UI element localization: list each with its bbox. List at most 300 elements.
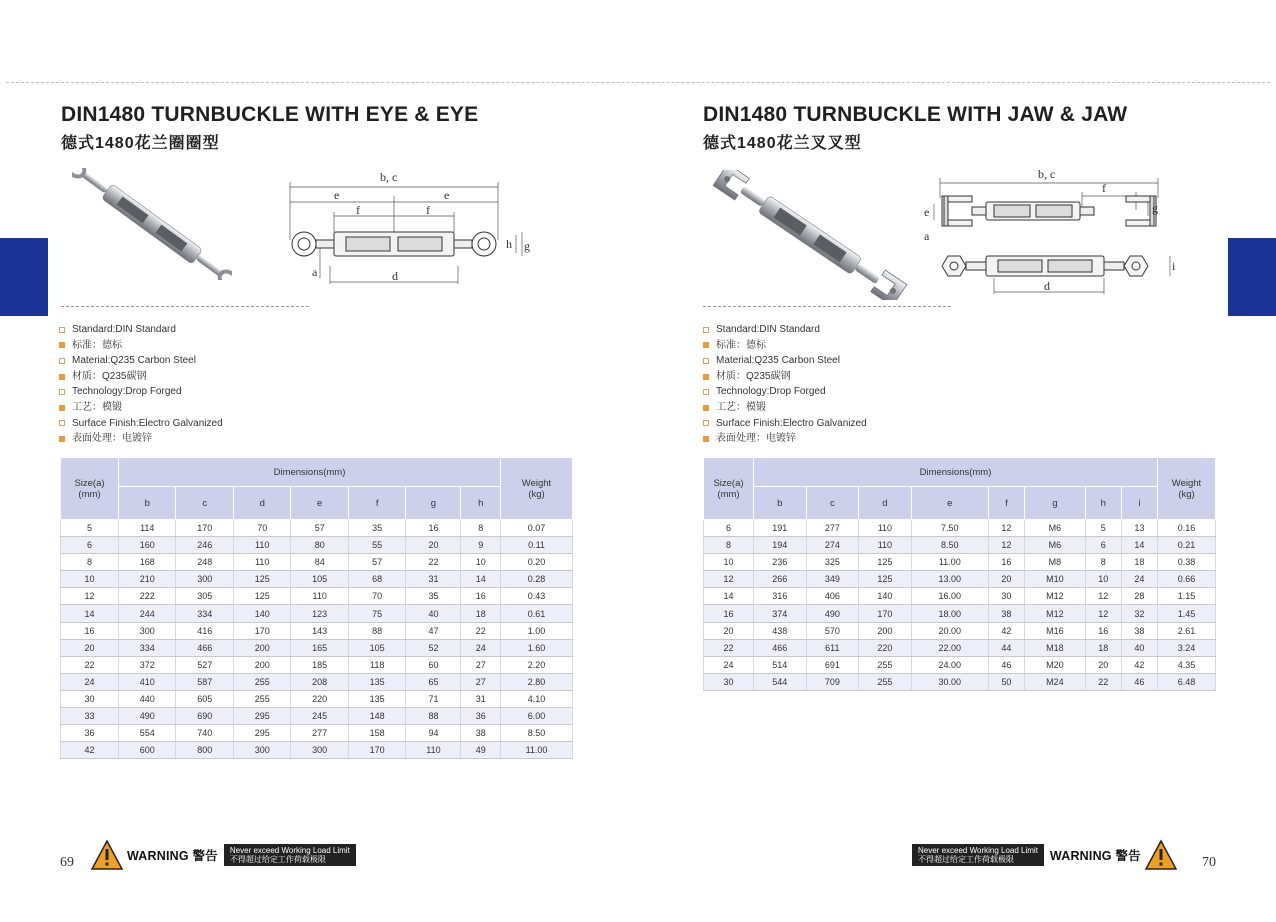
table-cell: 118 (348, 656, 405, 673)
table-cell: 38 (1121, 622, 1157, 639)
sub-header-d: d (233, 487, 290, 520)
spec-item: 材质：Q235碳钢 (59, 369, 223, 385)
table-cell: 244 (119, 605, 176, 622)
table-cell: 13 (1121, 520, 1157, 537)
table-cell: 325 (806, 554, 859, 571)
table-cell: 170 (859, 605, 912, 622)
table-cell: 14 (61, 605, 119, 622)
table-cell: 0.28 (501, 571, 573, 588)
label-e-left: e (334, 188, 340, 202)
table-row (61, 673, 573, 690)
table-cell: 65 (406, 673, 461, 690)
table-cell: 84 (291, 554, 348, 571)
table-cell: 0.43 (501, 588, 573, 605)
table-cell: 168 (119, 554, 176, 571)
weight-header: Weight (kg) (1158, 458, 1216, 520)
table-cell: 208 (291, 673, 348, 690)
bullet-icon (703, 327, 709, 333)
table-cell: 200 (233, 656, 290, 673)
table-row (704, 656, 1216, 673)
spec-item: 材质：Q235碳钢 (703, 369, 867, 385)
table-cell: 740 (176, 725, 233, 742)
warning-triangle-icon (1144, 839, 1178, 871)
label-i: i (1172, 259, 1176, 273)
table-cell: 42 (1121, 656, 1157, 673)
table-cell: 24 (1121, 571, 1157, 588)
table-cell: 5 (1085, 520, 1121, 537)
table-cell: 18.00 (911, 605, 988, 622)
spec-item: Surface Finish:Electro Galvanized (703, 416, 867, 432)
spec-item: 工艺：模锻 (703, 400, 867, 416)
table-cell: 158 (348, 725, 405, 742)
page-title: DIN1480 TURNBUCKLE WITH EYE & EYE (61, 103, 479, 126)
table-cell: 22 (1085, 673, 1121, 690)
warning-triangle-icon (90, 839, 124, 871)
label-f: f (1102, 181, 1106, 195)
spec-item: Material:Q235 Carbon Steel (59, 353, 223, 369)
table-cell: M24 (1024, 673, 1085, 690)
table-cell: 570 (806, 622, 859, 639)
table-cell: 110 (859, 537, 912, 554)
table-cell: 0.66 (1158, 571, 1216, 588)
table-row (704, 588, 1216, 605)
table-cell: 13.00 (911, 571, 988, 588)
table-cell: 6 (1085, 537, 1121, 554)
table-cell: 295 (233, 725, 290, 742)
table-row (61, 656, 573, 673)
table-cell: 10 (1085, 571, 1121, 588)
table-cell: 24 (704, 656, 754, 673)
table-cell: 8.50 (501, 725, 573, 742)
table-cell: 255 (233, 690, 290, 707)
table-cell: 246 (176, 537, 233, 554)
table-cell: 35 (406, 588, 461, 605)
table-cell: 105 (291, 571, 348, 588)
table-cell: M16 (1024, 622, 1085, 639)
table-cell: 94 (406, 725, 461, 742)
table-cell: 9 (461, 537, 501, 554)
bullet-icon (703, 389, 709, 395)
table-cell: 16 (406, 520, 461, 537)
sub-header-d: d (859, 487, 912, 520)
dimension-table (703, 457, 1216, 691)
dimension-table (60, 457, 573, 759)
spec-item: 标准：德标 (703, 338, 867, 354)
table-cell: 10 (461, 554, 501, 571)
sub-header-i: i (1121, 487, 1157, 520)
sub-header-row (704, 487, 1216, 520)
table-cell: 49 (461, 742, 501, 759)
warning-banner (90, 837, 356, 873)
table-cell: 12 (61, 588, 119, 605)
table-cell: 35 (348, 520, 405, 537)
page-title-cn: 德式1480花兰圈圈型 (61, 135, 220, 152)
table-cell: 2.61 (1158, 622, 1216, 639)
table-cell: 0.61 (501, 605, 573, 622)
table-cell: 22.00 (911, 639, 988, 656)
label-d: d (1044, 279, 1050, 293)
table-cell: 194 (754, 537, 807, 554)
table-cell: 440 (119, 690, 176, 707)
table-cell: 6.48 (1158, 673, 1216, 690)
table-cell: 191 (754, 520, 807, 537)
table-cell: 406 (806, 588, 859, 605)
table-cell: 75 (348, 605, 405, 622)
table-cell: 10 (61, 571, 119, 588)
table-cell: 24 (461, 639, 501, 656)
sub-header-c: c (806, 487, 859, 520)
table-cell: 22 (61, 656, 119, 673)
table-cell: 125 (859, 571, 912, 588)
weight-header: Weight (kg) (501, 458, 573, 520)
table-row (704, 622, 1216, 639)
table-cell: 277 (291, 725, 348, 742)
table-cell: 2.20 (501, 656, 573, 673)
table-cell: 4.35 (1158, 656, 1216, 673)
table-cell: 165 (291, 639, 348, 656)
table-cell: M6 (1024, 520, 1085, 537)
table-cell: 12 (1085, 588, 1121, 605)
table-cell: 0.16 (1158, 520, 1216, 537)
bullet-icon (703, 342, 709, 348)
table-cell: 18 (1085, 639, 1121, 656)
table-cell: 70 (348, 588, 405, 605)
sub-header-row (61, 487, 573, 520)
table-cell: M12 (1024, 588, 1085, 605)
table-cell: 38 (461, 725, 501, 742)
spec-list (59, 322, 223, 447)
table-cell: 22 (406, 554, 461, 571)
table-cell: 27 (461, 673, 501, 690)
label-bc: b, c (380, 170, 398, 184)
table-cell: 3.24 (1158, 639, 1216, 656)
table-cell: 8 (1085, 554, 1121, 571)
table-row (61, 588, 573, 605)
table-cell: 44 (988, 639, 1024, 656)
table-cell: 140 (859, 588, 912, 605)
spec-item: Standard:DIN Standard (59, 322, 223, 338)
table-cell: 611 (806, 639, 859, 656)
table-cell: 6.00 (501, 708, 573, 725)
table-cell: 125 (233, 571, 290, 588)
table-row (61, 520, 573, 537)
table-cell: 31 (406, 571, 461, 588)
table-cell: 36 (61, 725, 119, 742)
table-cell: 274 (806, 537, 859, 554)
table-cell: 0.20 (501, 554, 573, 571)
bullet-icon (703, 420, 709, 426)
warning-text-box (224, 844, 356, 866)
label-d: d (392, 269, 398, 283)
bullet-icon (59, 327, 65, 333)
sub-header-e: e (911, 487, 988, 520)
table-cell: 11.00 (911, 554, 988, 571)
table-cell: 20.00 (911, 622, 988, 639)
table-cell: 125 (233, 588, 290, 605)
table-cell: 55 (348, 537, 405, 554)
table-cell: 46 (1121, 673, 1157, 690)
table-cell: 410 (119, 673, 176, 690)
table-cell: 1.60 (501, 639, 573, 656)
table-cell: 14 (461, 571, 501, 588)
table-cell: 22 (704, 639, 754, 656)
turnbuckle-jaw-jaw-photo (710, 170, 910, 300)
table-cell: 123 (291, 605, 348, 622)
table-cell: 316 (754, 588, 807, 605)
table-cell: 374 (754, 605, 807, 622)
page-title: DIN1480 TURNBUCKLE WITH JAW & JAW (703, 103, 1128, 126)
table-cell: 255 (859, 656, 912, 673)
table-cell: 416 (176, 622, 233, 639)
sub-header-h: h (461, 487, 501, 520)
spec-list (703, 322, 867, 447)
table-cell: M12 (1024, 605, 1085, 622)
table-cell: 5 (61, 520, 119, 537)
table-cell: 709 (806, 673, 859, 690)
bullet-icon (59, 420, 65, 426)
table-row (61, 537, 573, 554)
table-cell: M8 (1024, 554, 1085, 571)
table-row (61, 725, 573, 742)
table-cell: 18 (1121, 554, 1157, 571)
table-cell: 12 (988, 537, 1024, 554)
table-cell: 349 (806, 571, 859, 588)
table-cell: 125 (859, 554, 912, 571)
bullet-icon (59, 436, 65, 442)
table-cell: 80 (291, 537, 348, 554)
table-cell: 200 (233, 639, 290, 656)
table-cell: 36 (461, 708, 501, 725)
table-row (704, 673, 1216, 690)
table-cell: 20 (988, 571, 1024, 588)
table-cell: 88 (348, 622, 405, 639)
section-divider (703, 306, 951, 307)
eye-eye-dimension-drawing (284, 170, 534, 285)
warning-label: WARNING 警告 (1049, 849, 1141, 863)
table-cell: 587 (176, 673, 233, 690)
table-cell: 52 (406, 639, 461, 656)
table-cell: 20 (1085, 656, 1121, 673)
table-cell: 8.50 (911, 537, 988, 554)
table-cell: 236 (754, 554, 807, 571)
label-a: a (312, 265, 318, 279)
table-cell: 30.00 (911, 673, 988, 690)
table-cell: 88 (406, 708, 461, 725)
table-cell: 148 (348, 708, 405, 725)
table-cell: 24 (61, 673, 119, 690)
warning-label: WARNING 警告 (127, 849, 218, 863)
table-row (61, 605, 573, 622)
table-cell: 255 (233, 673, 290, 690)
table-row (704, 520, 1216, 537)
table-cell: 16 (461, 588, 501, 605)
table-cell: 24.00 (911, 656, 988, 673)
table-cell: 334 (176, 605, 233, 622)
table-cell: 11.00 (501, 742, 573, 759)
table-cell: 8 (461, 520, 501, 537)
table-cell: 46 (988, 656, 1024, 673)
table-cell: 544 (754, 673, 807, 690)
warning-text-box (912, 844, 1044, 866)
table-cell: 12 (988, 520, 1024, 537)
table-cell: 800 (176, 742, 233, 759)
table-row (704, 537, 1216, 554)
label-a: a (924, 229, 930, 243)
table-cell: 105 (348, 639, 405, 656)
table-cell: 248 (176, 554, 233, 571)
sub-header-g: g (406, 487, 461, 520)
warning-text-cn: 不得超过给定工作荷载极限 (229, 855, 326, 864)
section-divider (61, 306, 309, 307)
label-e-right: e (444, 188, 450, 202)
dimensions-header: Dimensions(mm) (754, 458, 1158, 487)
table-row (704, 554, 1216, 571)
table-cell: 38 (988, 605, 1024, 622)
table-cell: 300 (291, 742, 348, 759)
table-row (61, 742, 573, 759)
spec-item: Technology:Drop Forged (703, 384, 867, 400)
table-cell: 255 (859, 673, 912, 690)
table-cell: 554 (119, 725, 176, 742)
table-cell: 170 (233, 622, 290, 639)
table-cell: 30 (704, 673, 754, 690)
turnbuckle-eye-eye-photo (72, 168, 232, 280)
page-number: 70 (1202, 855, 1216, 870)
table-cell: 295 (233, 708, 290, 725)
table-cell: 135 (348, 690, 405, 707)
table-cell: 7.50 (911, 520, 988, 537)
warning-text-en: Never exceed Working Load Limit (229, 846, 350, 855)
table-cell: 110 (291, 588, 348, 605)
table-cell: 334 (119, 639, 176, 656)
table-cell: 14 (1121, 537, 1157, 554)
table-cell: 57 (348, 554, 405, 571)
table-cell: 372 (119, 656, 176, 673)
table-row (61, 622, 573, 639)
sub-header-b: b (119, 487, 176, 520)
bullet-icon (59, 405, 65, 411)
table-cell: M10 (1024, 571, 1085, 588)
table-cell: 490 (806, 605, 859, 622)
table-row (704, 639, 1216, 656)
label-e: e (924, 205, 930, 219)
table-cell: 490 (119, 708, 176, 725)
table-cell: 600 (119, 742, 176, 759)
table-cell: 2.80 (501, 673, 573, 690)
table-cell: 12 (1085, 605, 1121, 622)
table-cell: 28 (1121, 588, 1157, 605)
table-cell: M6 (1024, 537, 1085, 554)
table-cell: 1.45 (1158, 605, 1216, 622)
table-cell: 220 (291, 690, 348, 707)
page-number: 69 (60, 855, 74, 870)
table-cell: 0.38 (1158, 554, 1216, 571)
table-cell: 0.11 (501, 537, 573, 554)
table-cell: 1.00 (501, 622, 573, 639)
table-cell: 8 (704, 537, 754, 554)
table-cell: 16 (704, 605, 754, 622)
table-cell: 222 (119, 588, 176, 605)
table-row (704, 605, 1216, 622)
table-cell: 110 (859, 520, 912, 537)
table-cell: 514 (754, 656, 807, 673)
label-f-left: f (356, 203, 360, 217)
table-cell: 42 (988, 622, 1024, 639)
sub-header-c: c (176, 487, 233, 520)
bullet-icon (59, 374, 65, 380)
table-row (704, 571, 1216, 588)
table-cell: M20 (1024, 656, 1085, 673)
table-cell: 4.10 (501, 690, 573, 707)
table-cell: 30 (988, 588, 1024, 605)
label-g: g (1152, 201, 1158, 215)
table-cell: 33 (61, 708, 119, 725)
table-cell: 170 (348, 742, 405, 759)
table-cell: 6 (61, 537, 119, 554)
table-cell: 60 (406, 656, 461, 673)
table-cell: 16 (1085, 622, 1121, 639)
table-cell: 32 (1121, 605, 1157, 622)
bullet-icon (59, 389, 65, 395)
table-cell: 160 (119, 537, 176, 554)
table-cell: 1.15 (1158, 588, 1216, 605)
page-title-cn: 德式1480花兰叉叉型 (703, 135, 862, 152)
table-cell: 0.21 (1158, 537, 1216, 554)
table-cell: 466 (176, 639, 233, 656)
bullet-icon (703, 436, 709, 442)
table-cell: 8 (61, 554, 119, 571)
table-cell: 527 (176, 656, 233, 673)
table-cell: 143 (291, 622, 348, 639)
table-cell: 27 (461, 656, 501, 673)
jaw-jaw-dimension-drawing (922, 168, 1182, 298)
table-cell: 40 (1121, 639, 1157, 656)
size-header: Size(a) (mm) (61, 458, 119, 520)
table-cell: 277 (806, 520, 859, 537)
spec-item: Standard:DIN Standard (703, 322, 867, 338)
sub-header-e: e (291, 487, 348, 520)
spec-item: 表面处理：电镀锌 (703, 431, 867, 447)
spec-item: Surface Finish:Electro Galvanized (59, 416, 223, 432)
table-cell: 47 (406, 622, 461, 639)
table-cell: 135 (348, 673, 405, 690)
table-cell: 200 (859, 622, 912, 639)
right-page (638, 0, 1276, 922)
spec-item: Technology:Drop Forged (59, 384, 223, 400)
table-cell: 12 (704, 571, 754, 588)
table-cell: 170 (176, 520, 233, 537)
table-cell: 68 (348, 571, 405, 588)
label-bc: b, c (1038, 168, 1056, 181)
table-cell: 245 (291, 708, 348, 725)
warning-banner (912, 837, 1178, 873)
sub-header-b: b (754, 487, 807, 520)
table-cell: 16 (61, 622, 119, 639)
table-row (61, 554, 573, 571)
table-cell: 71 (406, 690, 461, 707)
table-cell: 266 (754, 571, 807, 588)
table-cell: 691 (806, 656, 859, 673)
size-header: Size(a) (mm) (704, 458, 754, 520)
bullet-icon (59, 358, 65, 364)
table-cell: 14 (704, 588, 754, 605)
bullet-icon (703, 358, 709, 364)
warning-text-cn: 不得超过给定工作荷载极限 (918, 855, 1014, 864)
bullet-icon (59, 342, 65, 348)
label-g: g (524, 239, 530, 253)
table-cell: 300 (176, 571, 233, 588)
table-cell: 210 (119, 571, 176, 588)
